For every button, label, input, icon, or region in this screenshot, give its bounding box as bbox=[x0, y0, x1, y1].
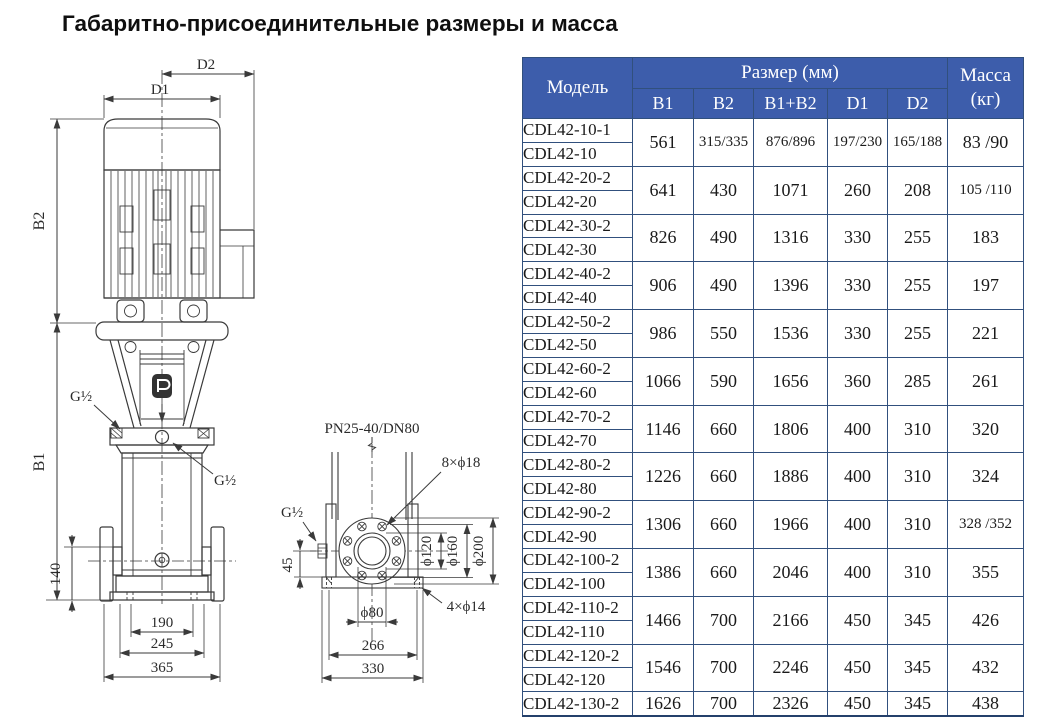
flange-port-label: G½ bbox=[281, 505, 304, 521]
dim-label-365: 365 bbox=[150, 660, 174, 676]
b1-cell: 1226 bbox=[633, 453, 694, 501]
brand-logo bbox=[152, 374, 172, 398]
model-cell: CDL42-40-2 bbox=[523, 262, 633, 286]
d2-cell: 208 bbox=[888, 166, 948, 214]
table-header bbox=[523, 58, 1024, 119]
b1-plus-b2-cell: 876/896 bbox=[754, 119, 828, 167]
b2-cell: 590 bbox=[694, 357, 754, 405]
mass-cell: 328 /352 bbox=[948, 501, 1024, 549]
model-cell: CDL42-100 bbox=[523, 572, 633, 596]
b1-plus-b2-cell: 1656 bbox=[754, 357, 828, 405]
b2-cell: 660 bbox=[694, 501, 754, 549]
b1-cell: 1386 bbox=[633, 549, 694, 597]
model-cell: CDL42-120 bbox=[523, 668, 633, 692]
b2-cell: 700 bbox=[694, 644, 754, 692]
model-cell: CDL42-50-2 bbox=[523, 310, 633, 334]
d2-cell: 345 bbox=[888, 596, 948, 644]
b2-cell: 490 bbox=[694, 214, 754, 262]
table-row bbox=[523, 262, 1024, 286]
model-cell: CDL42-100-2 bbox=[523, 549, 633, 573]
model-cell: CDL42-60 bbox=[523, 381, 633, 405]
b1-cell: 641 bbox=[633, 166, 694, 214]
b1-cell: 906 bbox=[633, 262, 694, 310]
table-row bbox=[523, 119, 1024, 143]
model-cell: CDL42-20 bbox=[523, 190, 633, 214]
d1-cell: 400 bbox=[828, 405, 888, 453]
d2-cell: 310 bbox=[888, 501, 948, 549]
table-row bbox=[523, 596, 1024, 620]
pump-front-view bbox=[88, 70, 254, 604]
table-body bbox=[523, 119, 1024, 717]
table-row bbox=[523, 214, 1024, 238]
b1-plus-b2-cell: 1396 bbox=[754, 262, 828, 310]
model-cell: CDL42-90 bbox=[523, 525, 633, 549]
dim-label-dia80: ϕ80 bbox=[360, 605, 384, 621]
model-cell: CDL42-10 bbox=[523, 142, 633, 166]
b2-cell: 430 bbox=[694, 166, 754, 214]
b1-cell: 1066 bbox=[633, 357, 694, 405]
mass-cell: 261 bbox=[948, 357, 1024, 405]
header-mass bbox=[948, 58, 1024, 119]
header-b2: B2 bbox=[694, 89, 754, 119]
b1-plus-b2-cell: 2326 bbox=[754, 692, 828, 716]
dim-label-190: 190 bbox=[150, 615, 174, 631]
b1-plus-b2-cell: 1966 bbox=[754, 501, 828, 549]
mass-cell: 105 /110 bbox=[948, 166, 1024, 214]
port-label-right: G½ bbox=[214, 473, 237, 489]
b2-cell: 550 bbox=[694, 310, 754, 358]
mass-cell: 320 bbox=[948, 405, 1024, 453]
b2-cell: 660 bbox=[694, 405, 754, 453]
dim-label-b2: B2 bbox=[31, 211, 48, 231]
d2-cell: 310 bbox=[888, 549, 948, 597]
model-cell: CDL42-70 bbox=[523, 429, 633, 453]
d2-cell: 255 bbox=[888, 214, 948, 262]
pump-technical-drawing bbox=[0, 0, 530, 703]
mass-cell: 183 bbox=[948, 214, 1024, 262]
d1-cell: 400 bbox=[828, 501, 888, 549]
b1-plus-b2-cell: 1886 bbox=[754, 453, 828, 501]
d1-cell: 450 bbox=[828, 644, 888, 692]
model-cell: CDL42-80-2 bbox=[523, 453, 633, 477]
table-row bbox=[523, 549, 1024, 573]
b1-cell: 1146 bbox=[633, 405, 694, 453]
model-cell: CDL42-60-2 bbox=[523, 357, 633, 381]
b1-plus-b2-cell: 2166 bbox=[754, 596, 828, 644]
b1-plus-b2-cell: 1806 bbox=[754, 405, 828, 453]
header-d1: D1 bbox=[828, 89, 888, 119]
port-label-left: G½ bbox=[70, 389, 93, 405]
table-row bbox=[523, 644, 1024, 668]
d1-cell: 450 bbox=[828, 692, 888, 716]
mass-cell: 83 /90 bbox=[948, 119, 1024, 167]
model-cell: CDL42-110-2 bbox=[523, 596, 633, 620]
dim-label-dia160: ϕ160 bbox=[445, 535, 461, 567]
model-cell: CDL42-90-2 bbox=[523, 501, 633, 525]
model-cell: CDL42-10-1 bbox=[523, 119, 633, 143]
dim-label-d2: D2 bbox=[196, 57, 216, 73]
flange-spec-label: PN25-40/DN80 bbox=[324, 421, 420, 437]
model-cell: CDL42-110 bbox=[523, 620, 633, 644]
model-cell: CDL42-30-2 bbox=[523, 214, 633, 238]
model-cell: CDL42-120-2 bbox=[523, 644, 633, 668]
d2-cell: 345 bbox=[888, 644, 948, 692]
dim-label-330: 330 bbox=[361, 661, 385, 677]
d2-cell: 165/188 bbox=[888, 119, 948, 167]
b1-plus-b2-cell: 1071 bbox=[754, 166, 828, 214]
b1-plus-b2-cell: 1536 bbox=[754, 310, 828, 358]
table-row bbox=[523, 357, 1024, 381]
d1-cell: 450 bbox=[828, 596, 888, 644]
d1-cell: 400 bbox=[828, 549, 888, 597]
header-mass-line1: Масса bbox=[960, 65, 1011, 87]
b1-plus-b2-cell: 2246 bbox=[754, 644, 828, 692]
header-mass-line2: (кг) bbox=[970, 89, 1001, 110]
b1-cell: 1546 bbox=[633, 644, 694, 692]
d2-cell: 310 bbox=[888, 405, 948, 453]
table-row bbox=[523, 166, 1024, 190]
b2-cell: 490 bbox=[694, 262, 754, 310]
dim-label-140: 140 bbox=[48, 562, 64, 586]
dim-label-d1: D1 bbox=[150, 82, 170, 98]
model-cell: CDL42-50 bbox=[523, 334, 633, 358]
table-row bbox=[523, 310, 1024, 334]
d1-cell: 330 bbox=[828, 262, 888, 310]
model-cell: CDL42-70-2 bbox=[523, 405, 633, 429]
b2-cell: 700 bbox=[694, 596, 754, 644]
model-cell: CDL42-20-2 bbox=[523, 166, 633, 190]
dim-label-45: 45 bbox=[280, 557, 296, 573]
b1-plus-b2-cell: 1316 bbox=[754, 214, 828, 262]
dimensions-table bbox=[522, 57, 1024, 717]
d1-cell: 400 bbox=[828, 453, 888, 501]
b2-cell: 700 bbox=[694, 692, 754, 716]
dim-label-266: 266 bbox=[361, 638, 385, 654]
model-cell: CDL42-30 bbox=[523, 238, 633, 262]
front-view-labels bbox=[31, 57, 236, 676]
b1-cell: 1306 bbox=[633, 501, 694, 549]
table-row bbox=[523, 405, 1024, 429]
table-row bbox=[523, 692, 1024, 716]
b1-cell: 1626 bbox=[633, 692, 694, 716]
d1-cell: 330 bbox=[828, 310, 888, 358]
b1-cell: 561 bbox=[633, 119, 694, 167]
b2-cell: 660 bbox=[694, 549, 754, 597]
mass-cell: 324 bbox=[948, 453, 1024, 501]
b2-cell: 315/335 bbox=[694, 119, 754, 167]
d2-cell: 255 bbox=[888, 262, 948, 310]
d2-cell: 310 bbox=[888, 453, 948, 501]
base-holes-label: 4×ϕ14 bbox=[446, 599, 486, 615]
mass-cell: 432 bbox=[948, 644, 1024, 692]
d2-cell: 345 bbox=[888, 692, 948, 716]
table-row bbox=[523, 501, 1024, 525]
b1-plus-b2-cell: 2046 bbox=[754, 549, 828, 597]
dim-label-dia200: ϕ200 bbox=[471, 535, 487, 567]
header-model: Модель bbox=[523, 58, 633, 119]
header-d2: D2 bbox=[888, 89, 948, 119]
table-row bbox=[523, 453, 1024, 477]
dim-label-245: 245 bbox=[150, 636, 174, 652]
d1-cell: 330 bbox=[828, 214, 888, 262]
d1-cell: 197/230 bbox=[828, 119, 888, 167]
model-cell: CDL42-130-2 bbox=[523, 692, 633, 716]
d1-cell: 360 bbox=[828, 357, 888, 405]
model-cell: CDL42-80 bbox=[523, 477, 633, 501]
page-title: Габаритно-присоединительные размеры и масса bbox=[62, 11, 618, 36]
mass-cell: 438 bbox=[948, 692, 1024, 716]
front-view-dimensions bbox=[46, 70, 254, 682]
d2-cell: 255 bbox=[888, 310, 948, 358]
dim-label-b1: B1 bbox=[31, 452, 48, 472]
d1-cell: 260 bbox=[828, 166, 888, 214]
b2-cell: 660 bbox=[694, 453, 754, 501]
b1-cell: 826 bbox=[633, 214, 694, 262]
mass-cell: 355 bbox=[948, 549, 1024, 597]
dim-label-dia120: ϕ120 bbox=[419, 535, 435, 567]
b1-cell: 986 bbox=[633, 310, 694, 358]
header-b1: B1 bbox=[633, 89, 694, 119]
header-b1-plus-b2: B1+B2 bbox=[754, 89, 828, 119]
mass-cell: 221 bbox=[948, 310, 1024, 358]
b1-cell: 1466 bbox=[633, 596, 694, 644]
mass-cell: 197 bbox=[948, 262, 1024, 310]
d2-cell: 285 bbox=[888, 357, 948, 405]
header-size: Размер (мм) bbox=[633, 58, 948, 89]
mass-cell: 426 bbox=[948, 596, 1024, 644]
model-cell: CDL42-40 bbox=[523, 286, 633, 310]
terminal-box bbox=[220, 230, 254, 298]
bolt-holes-label: 8×ϕ18 bbox=[441, 455, 481, 471]
